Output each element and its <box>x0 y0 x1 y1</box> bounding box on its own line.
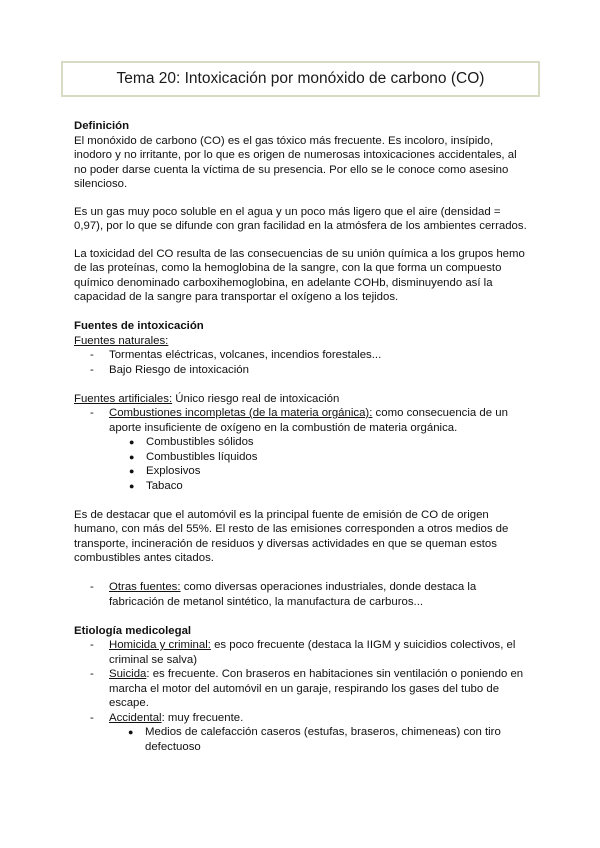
definicion-p2: Es un gas muy poco soluble en el agua y un poco más ligero que el aire (densidad = 0,97), por lo que se difunde con gran facilidad en la atmósfera de los ambientes cerrados. <box>74 205 527 232</box>
dash-marker: - <box>90 668 94 680</box>
list-item: ● Combustibles líquidos <box>129 450 258 463</box>
definicion-p1: El monóxido de carbono (CO) es el gas tóxico más frecuente. Es incoloro, insípido, inodoro y no irritante, por lo que es origen de numerosas intoxicaciones accidentales, al no poder darse cuenta la víctima de su presencia. Por ello se le conoce como asesino silencioso. <box>74 134 517 190</box>
bullet-icon: ● <box>129 480 135 491</box>
dash-marker: - <box>90 711 94 724</box>
list-item: - Tormentas eléctricas, volcanes, incendios forestales... <box>90 349 382 361</box>
dash-marker: - <box>90 349 94 361</box>
page-title: Tema 20: Intoxicación por monóxido de carbono (CO) <box>116 70 485 87</box>
list-item: - Otras fuentes: como diversas operaciones industriales, donde destaca la fabricación de metanol sintético, la manufactura de carburos... <box>90 581 477 608</box>
bullet-icon: ● <box>129 451 135 462</box>
fuentes-heading: Fuentes de intoxicación <box>74 320 204 332</box>
title-box <box>61 61 540 97</box>
dash-marker: - <box>90 363 94 376</box>
dash-marker: - <box>90 639 94 651</box>
dash-marker: - <box>90 407 94 419</box>
fuentes-naturales-label: Fuentes naturales: <box>74 334 169 347</box>
list-item: - Accidental: muy frecuente. <box>90 711 244 724</box>
bullet-icon: ● <box>129 437 135 447</box>
fuentes-artificiales: Fuentes artificiales: Único riesgo real de intoxicación <box>74 392 340 405</box>
bullet-icon: ● <box>129 466 135 476</box>
list-item: ● Explosivos <box>129 465 201 477</box>
definicion-heading: Definición <box>74 120 130 132</box>
etiologia-heading: Etiología medicolegal <box>74 624 192 637</box>
bullet-icon: ● <box>128 727 134 737</box>
list-item: - Suicida: es frecuente. Con braseros en habitaciones sin ventilación o poniendo en marcha el motor del automóvil en un garaje, respirando los gases del tubo de escape. <box>90 668 524 709</box>
definicion-p3: La toxicidad del CO resulta de las consecuencias de su unión química a los grupos hemo de las proteínas, como la hemoglobina de la sangre, con la que forma un compuesto químico denominado carboxihemoglobina, en adelante COHb, disminuyendo así la capacidad de la sangre para transportar el oxígeno a los tejidos. <box>74 247 525 303</box>
list-item: ● Tabaco <box>129 479 183 492</box>
list-item: - Combustiones incompletas (de la materia orgánica): como consecuencia de un aporte insuficiente de oxígeno en la combustión de materia orgánica. <box>90 407 508 434</box>
list-item: ● Medios de calefacción caseros (estufas, braseros, chimeneas) con tiro defectuoso <box>128 726 501 753</box>
automovil-paragraph: Es de destacar que el automóvil es la principal fuente de emisión de CO de origen humano, con más del 55%. El resto de las emisiones corresponden a otros medios de transporte, incineración de residuos y diversas actividades en que se queman estos combustibles antes citados. <box>74 508 509 564</box>
list-item: - Bajo Riesgo de intoxicación <box>90 363 249 376</box>
document-body <box>74 119 529 754</box>
dash-marker: - <box>90 581 94 593</box>
list-item: ● Combustibles sólidos <box>129 436 254 448</box>
list-item: - Homicida y criminal: es poco frecuente (destaca la IIGM y suicidios colectivos, el criminal se salva) <box>90 639 516 666</box>
